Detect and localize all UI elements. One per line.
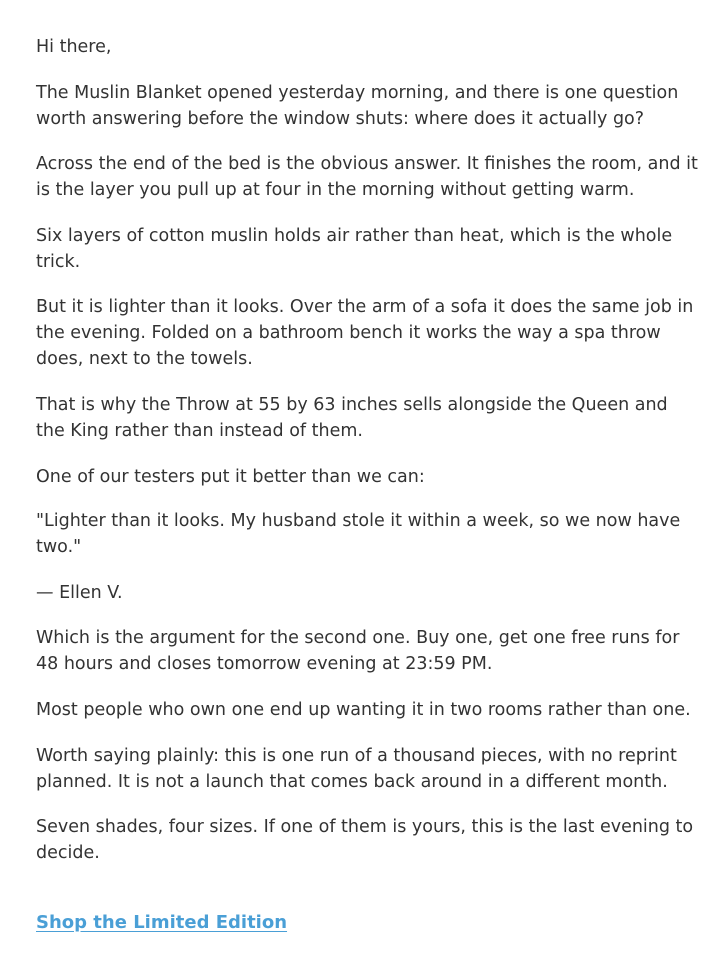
text-line: "Lighter than it looks. My husband stole it within a week, so we now have bbox=[36, 511, 681, 531]
text-line: two." bbox=[36, 537, 82, 557]
text-line: Which is the argument for the second one. Buy one, get one free runs for bbox=[36, 628, 680, 648]
paragraph-throw bbox=[36, 392, 668, 444]
text-line: Seven shades, four sizes. If one of them is yours, this is the last evening to bbox=[36, 817, 694, 837]
text-line: Worth saying plainly: this is one run of a thousand pieces, with no reprint bbox=[36, 746, 677, 766]
text-line: Most people who own one end up wanting it in two rooms rather than one. bbox=[36, 700, 691, 720]
text-line: Six layers of cotton muslin holds air rather than heat, which is the whole bbox=[36, 226, 673, 246]
text-line: Across the end of the bed is the obvious answer. It finishes the room, and it bbox=[36, 154, 698, 174]
text-line: That is why the Throw at 55 by 63 inches sells alongside the Queen and bbox=[36, 395, 668, 415]
testimonial-quote bbox=[36, 508, 680, 560]
paragraph-two-rooms bbox=[36, 697, 691, 723]
text-line: is the layer you pull up at four in the morning without getting warm. bbox=[36, 180, 635, 200]
greeting: Hi there, bbox=[36, 37, 112, 57]
testimonial-author bbox=[36, 580, 123, 606]
text-line: One of our testers put it better than we can: bbox=[36, 467, 425, 487]
shop-limited-edition-link[interactable]: Shop the Limited Edition bbox=[36, 912, 288, 933]
paragraph-shades bbox=[36, 814, 693, 866]
text-line: — Ellen V. bbox=[36, 583, 123, 603]
paragraph-bed bbox=[36, 151, 698, 203]
paragraph-intro bbox=[36, 80, 678, 132]
text-line: The Muslin Blanket opened yesterday morning, and there is one question bbox=[36, 83, 679, 103]
text-line: planned. It is not a launch that comes back around in a different month. bbox=[36, 772, 668, 792]
text-line: worth answering before the window shuts: where does it actually go? bbox=[36, 109, 645, 129]
paragraph-limited-run bbox=[36, 743, 677, 795]
paragraph-lighter bbox=[36, 294, 693, 372]
paragraph-testers bbox=[36, 464, 425, 490]
text-line: the evening. Folded on a bathroom bench it works the way a spa throw bbox=[36, 323, 661, 343]
text-line: trick. bbox=[36, 252, 81, 272]
paragraph-offer bbox=[36, 625, 679, 677]
text-line: decide. bbox=[36, 843, 100, 863]
text-line: the King rather than instead of them. bbox=[36, 421, 363, 441]
text-line: 48 hours and closes tomorrow evening at 23:59 PM. bbox=[36, 654, 493, 674]
paragraph-layers bbox=[36, 223, 672, 275]
text-line: does, next to the towels. bbox=[36, 349, 253, 369]
text-line: But it is lighter than it looks. Over the arm of a sofa it does the same job in bbox=[36, 297, 694, 317]
